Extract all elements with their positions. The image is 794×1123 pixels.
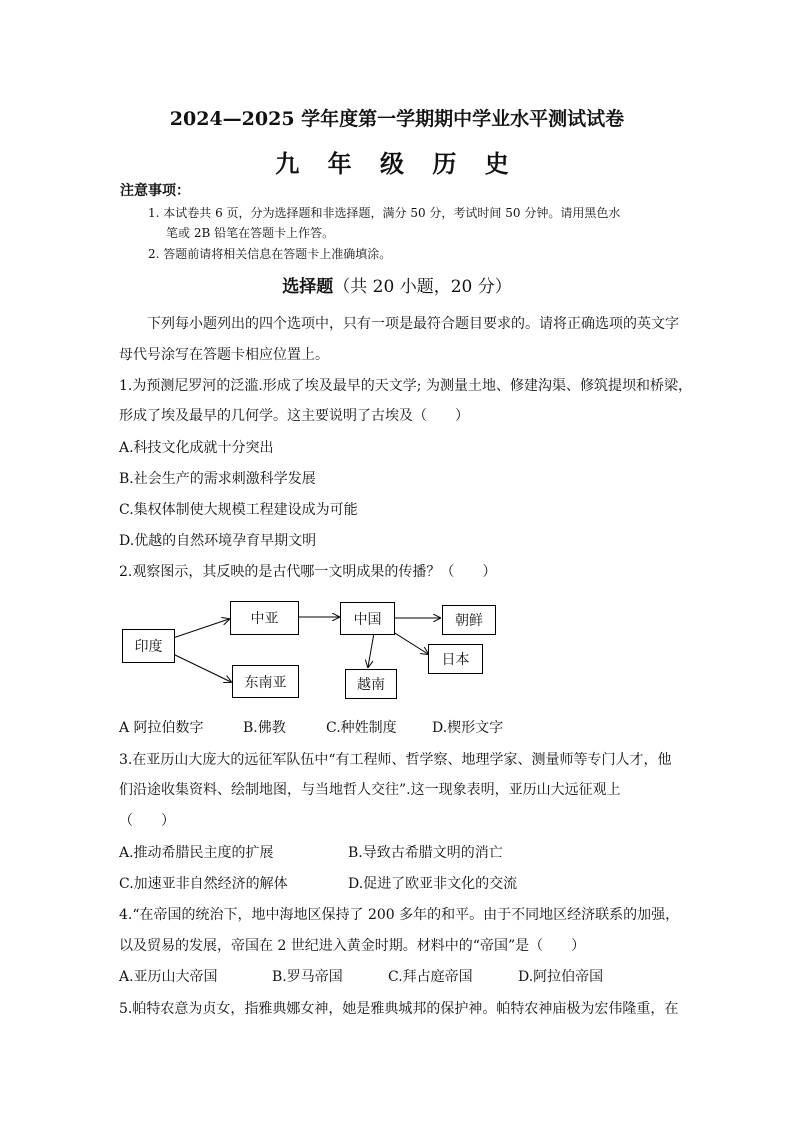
notice-item-1-line-2: 笔或 2B 铅笔在答题卡上作答。 (166, 226, 335, 240)
q3-option-b: B.导致古希腊文明的消亡 (348, 845, 503, 861)
exam-title: 2024—2025 学年度第一学期期中学业水平测试试卷 (169, 108, 625, 130)
notice-heading: 注意事项： (120, 183, 190, 199)
section-title: 选择题 (282, 277, 334, 297)
q1-stem-line-1: 1.为预测尼罗河的泛滥.形成了埃及最早的天文学; 为测量土地、修建沟渠、修筑提坝和桥梁， (119, 378, 692, 394)
q1-stem-line-2: 形成了埃及最早的几何学。这主要说明了古埃及（ ） (119, 408, 469, 424)
q2-option-c: C.种姓制度 (326, 720, 397, 736)
diagram-node-india: 印度 (122, 629, 175, 663)
notice-item-2: 2. 答题前请将相关信息在答题卡上准确填涂。 (148, 247, 392, 261)
subject-title: 九 年 级 历 史 (275, 149, 519, 178)
q1-option-b: B.社会生产的需求刺激科学发展 (119, 471, 316, 487)
q1-option-d: D.优越的自然环境孕育早期文明 (119, 533, 317, 549)
q3-option-c: C.加速亚非自然经济的解体 (119, 876, 288, 892)
q4-stem-line-1: 4.“在帝国的统治下，地中海地区保持了 200 多年的和平。由于不同地区经济联系的加强， (119, 907, 680, 923)
diagram-node-central-asia: 中亚 (230, 601, 299, 635)
instructions-line-2: 母代号涂写在答题卡相应位置上。 (119, 347, 329, 363)
diagram-node-china: 中国 (340, 602, 395, 635)
q2-stem: 2.观察图示，其反映的是古代哪一文明成果的传播？（ ） (119, 564, 497, 580)
notice-item-1-line-1: 1. 本试卷共 6 页，分为选择题和非选择题，满分 50 分，考试时间 50 分钟。请用黑色水 (148, 206, 621, 220)
q3-stem-line-2: 们沿途收集资料、绘制地图，与当地哲人交往”.这一现象表明，亚历山大远征观上 (119, 782, 621, 798)
q3-option-a: A.推动希腊民主度的扩展 (119, 845, 274, 861)
arrow-china-to-vietnam (368, 633, 374, 667)
diagram-node-japan: 日本 (428, 644, 483, 674)
arrow-india-to-central-asia (173, 619, 229, 638)
q4-option-d: D.阿拉伯帝国 (518, 969, 604, 985)
q4-option-c: C.拜占庭帝国 (388, 969, 473, 985)
q4-option-a: A.亚历山大帝国 (119, 969, 218, 985)
q2-option-d: D.楔形文字 (432, 720, 504, 736)
diagram-node-southeast-asia: 东南亚 (232, 665, 299, 698)
arrow-india-to-southeast-asia (173, 654, 231, 682)
q4-option-b: B.罗马帝国 (272, 969, 343, 985)
diagram-node-korea: 朝鲜 (442, 605, 496, 635)
instructions-line-1: 下列每小题列出的四个选项中，只有一项是最符合题目要求的。请将正确选项的英文字 (147, 316, 679, 332)
section-detail: （共 20 小题，20 分） (333, 277, 512, 297)
q1-option-c: C.集权体制使大规模工程建设成为可能 (119, 502, 358, 518)
q3-stem-line-1: 3.在亚历山大庞大的远征军队伍中“有工程师、哲学察、地理学家、测量师等专门人才，他 (119, 752, 672, 768)
q4-stem-line-2: 以及贸易的发展，帝国在 2 世纪进入黄金时期。材料中的“帝国”是（ ） (119, 938, 586, 954)
arrow-china-to-japan (390, 630, 428, 654)
q3-option-d: D.促进了欧亚非文化的交流 (348, 876, 518, 892)
diagram-node-vietnam: 越南 (345, 669, 397, 699)
q2-option-a: A 阿拉伯数字 (119, 720, 204, 736)
q1-option-a: A.科技文化成就十分突出 (119, 440, 274, 456)
q2-option-b: B.佛教 (243, 720, 286, 736)
q5-stem-line-1: 5.帕特农意为贞女，指雅典娜女神，她是雅典城邦的保护神。帕特农神庙极为宏伟隆重，在 (119, 1001, 679, 1017)
q3-stem-line-3: （ ） (119, 813, 175, 829)
